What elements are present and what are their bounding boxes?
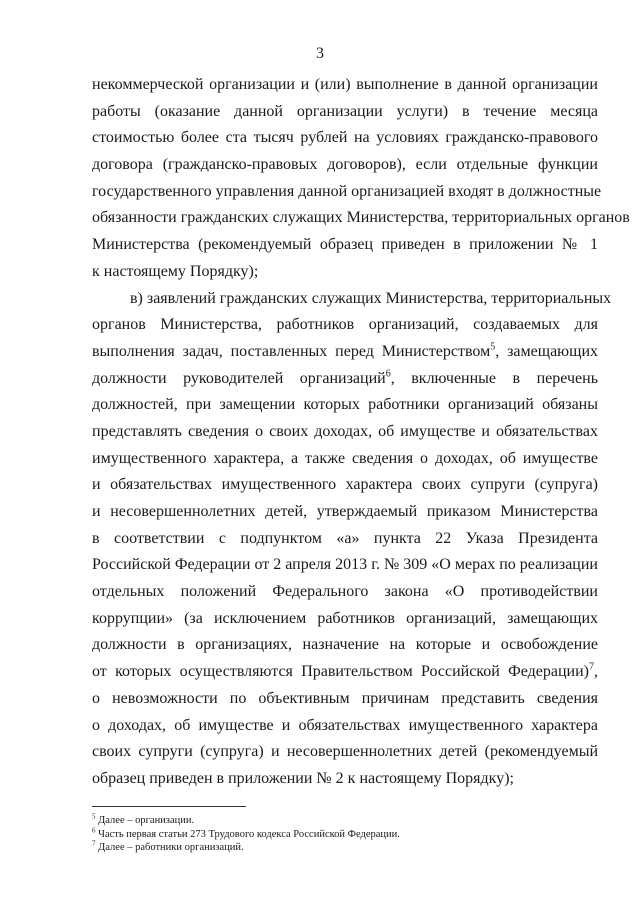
text-line: и обязательствах имущественного характера своих супруги (супруга) (92, 476, 598, 494)
text-line: и несовершеннолетних детей, утверждаемый приказом Министерства (92, 503, 598, 520)
paragraph-start-line: в) заявлений гражданских служащих Министерства, территориальных (130, 289, 612, 307)
text-line: государственного управления данной организацией входят в должностные (92, 182, 602, 200)
text-line: образец приведен в приложении № 2 к настоящему Порядку); (92, 769, 514, 787)
footnote-6 (92, 828, 598, 842)
page-number: 3 (316, 45, 324, 62)
text-line: о доходах, об имуществе и обязательствах имущественного характера (92, 716, 598, 734)
text-line: имущественного характера, а также сведения о доходах, об имуществе (92, 449, 598, 467)
text-line: Российской Федерации от 2 апреля 2013 г. № 309 «О мерах по реализации (92, 556, 598, 574)
text-segment: выполнения задач, поставленных перед Министерством (92, 342, 491, 360)
footnote-ref-7: 7 (589, 661, 594, 673)
footnote-5 (92, 814, 598, 828)
text-segment: должности руководителей организаций (92, 369, 386, 387)
footnote-ref-5: 5 (490, 341, 496, 353)
footnote-mark: 6 (92, 826, 96, 834)
text-line-with-footnote (92, 339, 598, 366)
text-line: к настоящему Порядку); (92, 262, 259, 280)
text-line: своих супруги (супруга) и несовершеннолетних детей (рекомендуемый (92, 743, 598, 761)
text-line: о невозможности по объективным причинам представить сведения (92, 689, 598, 707)
footnote-7 (92, 841, 598, 855)
text-segment: от которых осуществляются Правительством Российской Федерации) (92, 663, 589, 681)
footnote-ref-6: 6 (385, 368, 391, 380)
text-line: обязанности гражданских служащих Министерства, территориальных органов (92, 209, 630, 227)
text-line: должности в организациях, назначение на которые и освобождение (92, 636, 598, 654)
footnote-mark: 5 (92, 812, 96, 821)
text-line: коррупции» (за исключением работников организаций, замещающих (92, 609, 598, 627)
text-line: работы (оказание данной организации услуги) в течение месяца (92, 102, 598, 120)
document-body (92, 72, 630, 793)
text-line: представлять сведения о своих доходах, об имуществе и обязательствах (92, 422, 598, 440)
text-line: некоммерческой организации и (или) выполнение в данной организации (92, 76, 598, 93)
text-line-with-footnote (92, 659, 598, 686)
text-line: должностей, при замещении которых работники организаций обязаны (92, 396, 598, 414)
footnote-mark: 7 (92, 839, 96, 848)
footnotes (92, 814, 598, 855)
text-line: в соответствии с подпунктом «а» пункта 22 Указа Президента (92, 529, 598, 547)
footnote-text: Далее – организации. (95, 815, 195, 826)
text-line: договора (гражданско-правовых договоров), если отдельные функции (92, 156, 598, 174)
text-segment: , (594, 663, 598, 681)
text-line: Министерства (рекомендуемый образец приведен в приложении № 1 (92, 236, 598, 254)
text-line-with-footnote (92, 366, 598, 393)
text-segment: , замещающих (495, 342, 599, 360)
text-segment: , включенные в перечень (390, 369, 598, 387)
footnote-separator (92, 806, 246, 807)
footnote-text: Часть первая статьи 273 Трудового кодекса Российской Федерации. (95, 828, 400, 840)
footnote-text: Далее – работники организаций. (95, 842, 244, 853)
text-line: стоимостью более ста тысяч рублей на условиях гражданско-правового (92, 129, 598, 147)
text-line: отдельных положений Федерального закона «О противодействии (92, 583, 598, 601)
text-line: органов Министерства, работников организаций, создаваемых для (92, 316, 598, 334)
